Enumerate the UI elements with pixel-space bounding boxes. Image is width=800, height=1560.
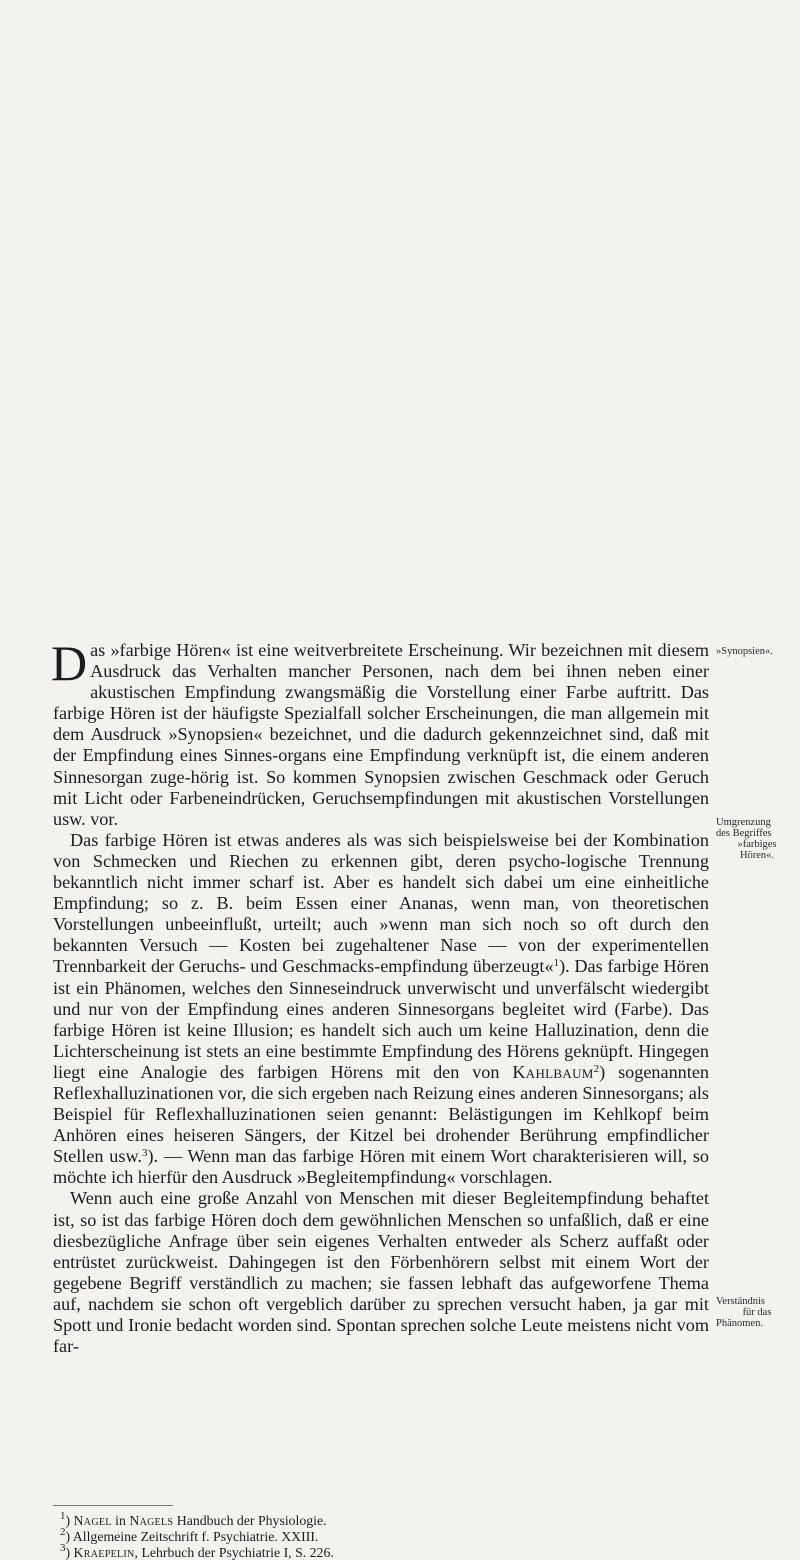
- paragraph-1: [51, 635, 709, 830]
- margin-note-2-line-2: des Begriffes: [716, 828, 772, 839]
- footnote-2-text: Allgemeine Zeitschrift f. Psychiatrie. XXIII.: [70, 1528, 319, 1544]
- margin-note-2-line-4: Hören«.: [739, 850, 775, 861]
- margin-note-2-line-3: »farbiges: [737, 839, 777, 850]
- footnote-2-number: 2: [60, 1525, 66, 1538]
- footnote-3-author: Kraepelin: [73, 1544, 135, 1560]
- margin-note-verstaendnis: [716, 1296, 798, 1329]
- margin-note-3-line-1: Verständnis: [716, 1296, 765, 1307]
- paragraph-3-text: Wenn auch eine große Anzahl von Menschen mit dieser Begleitempfindung behaftet ist, so ist das farbige Hören doch dem gewöhnlichen Menschen so unfaßlich, daß er eine diesbezügliche Anfrage über sein eigenes Verhalten entweder als Scherz auffaßt oder entrüstet zurückweist. Dahingegen ist den Förbenhörern selbst mit einem Wort der gegebene Begriff verständlich zu machen; sie fassen lebhaft das aufgeworfene Thema auf, nachdem sie schon oft vergeblich darüber zu sprechen versucht haben, ja gar mit Spott und Ironie bedacht worden sind. Spontan sprechen solche Leute meistens nicht vom far-: [53, 1188, 709, 1357]
- footnote-1: $^1$) Nagel in Nagels Handbuch der Physiologie.: [60, 1510, 327, 1528]
- footnote-ref-1: 1: [553, 957, 560, 970]
- footnote-1-text: Handbuch der Physiologie.: [173, 1513, 327, 1528]
- margin-note-2-line-1: Umgrenzung: [716, 817, 771, 828]
- paragraph-2-part-2: ). Das farbige Hören ist ein Phänomen, welches den Sinneseindruck unverwischt und unverfälscht wiedergibt und nur von der Empfindung eines anderen Sinnesorgans begleitet wird (Farbe). Das farbige Hören ist keine Illusion; es handelt sich auch um keine Halluzination, denn die Lichterscheinung ist stets an eine bestimmte Empfindung des Hörens geknüpft. Hingegen liegt eine Analogie des farbigen Hörens mit den von: [53, 956, 709, 1082]
- paragraph-2-part-4: ). — Wenn man das farbige Hören mit einem Wort charakterisieren will, so möchte ich hierfür den Ausdruck »Begleitempfindung« vorschlagen.: [53, 1146, 709, 1188]
- footnote-2: $^2$) Allgemeine Zeitschrift f. Psychiatrie. XXIII.: [60, 1525, 319, 1544]
- footnote-3-number: 3: [60, 1541, 66, 1554]
- paragraph-3: [53, 1188, 709, 1357]
- footnote-1-author: Nagel: [73, 1513, 112, 1528]
- footnote-1-author-2: Nagels: [129, 1513, 174, 1528]
- margin-note-1-line: »Synopsien«.: [716, 646, 773, 657]
- paragraph-1-text: as »farbige Hören« ist eine weitverbreitete Erscheinung. Wir bezeichnen mit diesem Ausdruck das Verhalten mancher Personen, nach dem bei ihnen neben einer akustischen Empfindung zwangsmäßig die Vorstellung einer Farbe auftritt. Das farbige Hören ist der häufigste Spezialfall solcher Erscheinungen, die man allgemein mit dem Ausdruck »Synopsien« bezeichnet, und die dadurch gekennzeichnet sind, daß mit der Empfindung eines Sinnes-organs eine Empfindung verknüpft ist, die einem anderen Sinnesorgan zuge-hörig ist. So kommen Synopsien zwischen Geschmack oder Geruch mit Licht oder Farbeneindrücken, Geruchsempfindungen mit akustischen Vorstellungen usw. vor.: [53, 640, 709, 829]
- footnote-1-mid: in: [111, 1513, 130, 1528]
- margin-note-3-line-2: für das: [742, 1307, 772, 1318]
- main-text: [51, 635, 709, 1357]
- paragraph-2: [53, 830, 709, 1189]
- footnote-1-number: 1: [60, 1510, 66, 1522]
- margin-note-3-line-3: Phänomen.: [716, 1318, 763, 1329]
- footnote-ref-2: 2: [593, 1062, 600, 1075]
- drop-cap: D: [51, 635, 88, 691]
- margin-note-synopsien: [716, 646, 798, 657]
- paragraph-2-part-1: Das farbige Hören ist etwas anderes als was sich beispielsweise bei der Kombination von Schmecken und Riechen zu erkennen gibt, deren psycho-logische Trennung bekanntlich nicht immer scharf ist. Aber es handelt sich dabei um eine einheitliche Empfindung; so z. B. beim Essen einer Ananas, wenn man, von theoretischen Vorstellungen unbeeinflußt, urteilt; auch »wenn man sich noch so oft durch den bekannten Versuch — Kosten bei zugehaltener Nase — von der experimentellen Trennbarkeit der Geruchs- und Geschmacks-empfindung überzeugt«: [53, 829, 709, 977]
- author-name-kahlbaum: Kahlbaum: [512, 1061, 594, 1082]
- margin-note-umgrenzung: [716, 817, 798, 861]
- footnote-ref-3: 3: [141, 1147, 148, 1160]
- footnote-3: $^3$) Kraepelin, Lehrbuch der Psychiatrie I, S. 226.: [60, 1541, 334, 1560]
- footnotes: [60, 1510, 700, 1560]
- footnote-3-text: , Lehrbuch der Psychiatrie I, S. 226.: [134, 1544, 334, 1560]
- paragraph-2-part-3: ) sogenannten Reflexhalluzinationen vor, die sich ergeben nach Reizung eines anderen Sinnesorgans; als Beispiel für Reflexhalluzinationen seien genannt: Belästigungen im Kehlkopf beim Anhören eines heiseren Sängers, der Kitzel bei drohender Berührung empfindlicher Stellen usw.: [53, 1061, 709, 1167]
- footnote-divider: [53, 1505, 173, 1506]
